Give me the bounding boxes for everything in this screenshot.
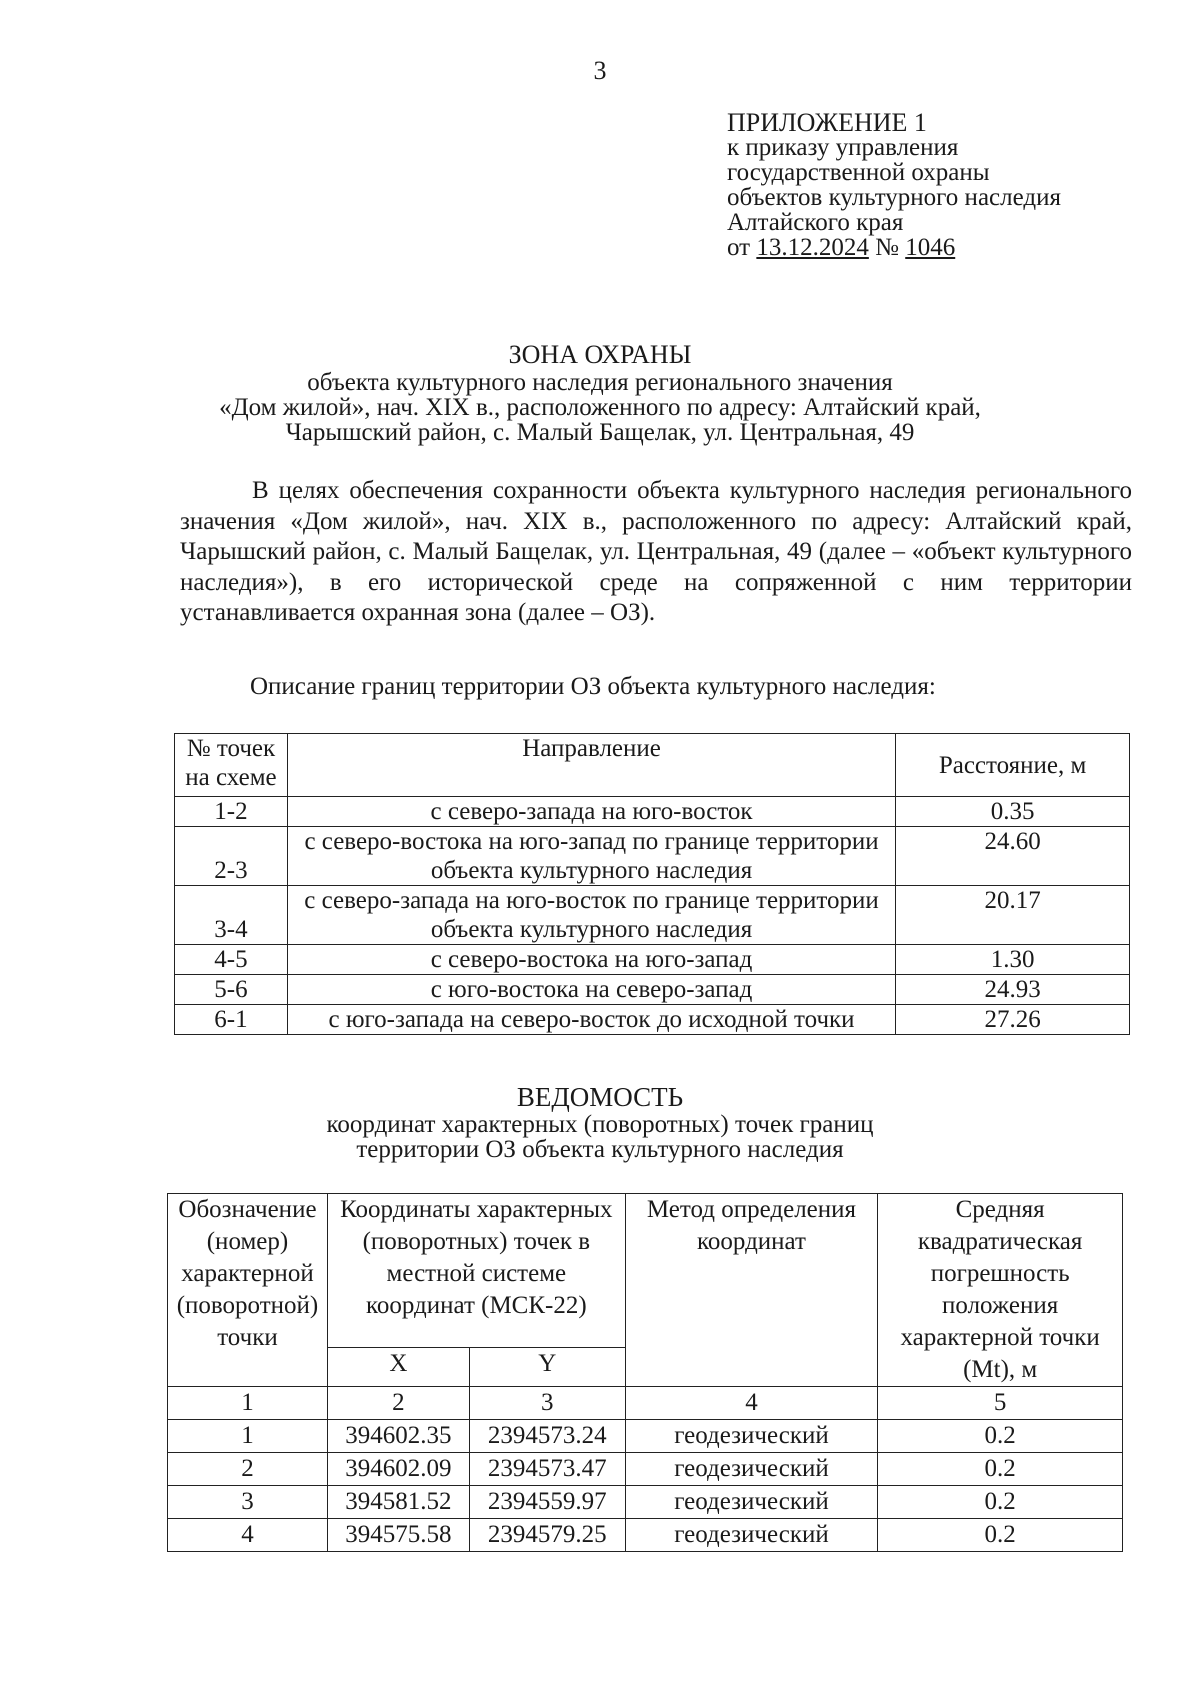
appendix-line: к приказу управления bbox=[727, 134, 959, 161]
table-row bbox=[175, 1005, 1130, 1035]
boundary-table bbox=[174, 733, 1130, 1035]
cell-point: 3 bbox=[168, 1486, 328, 1519]
cell-direction: с северо-востока на юго-запад по границе территории объекта культурного наследия bbox=[287, 827, 895, 886]
header-coordinates: Координаты характерных (поворотных) точек в местной системе координат (МСК-22) bbox=[327, 1194, 625, 1348]
cell-mt: 0.2 bbox=[878, 1453, 1123, 1486]
cell-direction: с юго-востока на северо-запад bbox=[287, 975, 895, 1005]
cell-points: 1-2 bbox=[175, 797, 288, 827]
cell-y: 2394573.47 bbox=[469, 1453, 625, 1486]
cell-method: геодезический bbox=[625, 1453, 878, 1486]
column-number: 2 bbox=[327, 1387, 469, 1420]
coordinates-table bbox=[167, 1193, 1123, 1552]
zone-title: ЗОНА ОХРАНЫ bbox=[508, 340, 692, 369]
order-number: 1046 bbox=[905, 234, 956, 261]
zone-subtitle-line: объекта культурного наследия регионального значения bbox=[307, 369, 893, 396]
cell-mt: 0.2 bbox=[878, 1486, 1123, 1519]
page-number: 3 bbox=[593, 56, 607, 85]
cell-method: геодезический bbox=[625, 1420, 878, 1453]
cell-point: 4 bbox=[168, 1519, 328, 1552]
cell-point: 1 bbox=[168, 1420, 328, 1453]
boundary-caption: Описание границ территории ОЗ объекта культурного наследия: bbox=[250, 673, 936, 700]
column-number-row bbox=[168, 1387, 1123, 1420]
header-y: Y bbox=[469, 1347, 625, 1386]
header-error: Средняя квадратическая погрешность положения характерной точки (Mt), м bbox=[878, 1194, 1123, 1387]
column-number: 5 bbox=[878, 1387, 1123, 1420]
cell-point: 2 bbox=[168, 1453, 328, 1486]
appendix-date-line bbox=[727, 235, 1061, 260]
intro-paragraph: В целях обеспечения сохранности объекта культурного наследия регионального значения «Дом жилой», нач. XIX в., расположенного по адресу: Алтайский край, Чарышский район, с. Малый Бащелак, ул. Центральная, 49 (далее – «объект культурного наследия»), в его исторической среде на сопряженной с ним территории устанавливается охранная зона (далее – ОЗ). bbox=[180, 477, 1132, 626]
cell-y: 2394559.97 bbox=[469, 1486, 625, 1519]
vedomost-subtitle-line: территории ОЗ объекта культурного наследия bbox=[356, 1136, 844, 1163]
appendix-line: Алтайского края bbox=[727, 209, 904, 236]
header-point-id: Обозначение (номер) характерной (поворотной) точки bbox=[168, 1194, 328, 1387]
vedomost-heading bbox=[0, 1082, 1200, 1162]
number-sign: № bbox=[875, 234, 899, 261]
table-row bbox=[175, 827, 1130, 886]
header-points: № точек на схеме bbox=[175, 734, 288, 797]
table-row bbox=[168, 1453, 1123, 1486]
cell-points: 4-5 bbox=[175, 945, 288, 975]
table-row bbox=[168, 1486, 1123, 1519]
zone-subtitle-line: «Дом жилой», нач. XIX в., расположенного по адресу: Алтайский край, bbox=[219, 394, 981, 421]
header-direction: Направление bbox=[287, 734, 895, 797]
header-method: Метод определения координат bbox=[625, 1194, 878, 1387]
cell-distance: 1.30 bbox=[896, 945, 1130, 975]
cell-x: 394575.58 bbox=[327, 1519, 469, 1552]
cell-points: 2-3 bbox=[175, 827, 288, 886]
cell-direction: с северо-запада на юго-восток по границе территории объекта культурного наследия bbox=[287, 886, 895, 945]
date-prefix: от bbox=[727, 234, 751, 261]
cell-distance: 24.93 bbox=[896, 975, 1130, 1005]
column-number: 4 bbox=[625, 1387, 878, 1420]
cell-y: 2394579.25 bbox=[469, 1519, 625, 1552]
cell-direction: с юго-запада на северо-восток до исходной точки bbox=[287, 1005, 895, 1035]
table-row bbox=[168, 1519, 1123, 1552]
appendix-block bbox=[727, 110, 1061, 260]
coords-header-row bbox=[168, 1194, 1123, 1348]
order-date: 13.12.2024 bbox=[756, 234, 869, 261]
header-distance: Расстояние, м bbox=[896, 734, 1130, 797]
cell-mt: 0.2 bbox=[878, 1519, 1123, 1552]
cell-x: 394602.09 bbox=[327, 1453, 469, 1486]
table-row bbox=[175, 975, 1130, 1005]
cell-x: 394581.52 bbox=[327, 1486, 469, 1519]
zone-heading bbox=[0, 340, 1200, 445]
appendix-line: государственной охраны bbox=[727, 159, 990, 186]
boundary-table-header bbox=[175, 734, 1130, 797]
column-number: 3 bbox=[469, 1387, 625, 1420]
appendix-line: объектов культурного наследия bbox=[727, 184, 1061, 211]
cell-distance: 27.26 bbox=[896, 1005, 1130, 1035]
cell-y: 2394573.24 bbox=[469, 1420, 625, 1453]
table-row bbox=[175, 945, 1130, 975]
cell-method: геодезический bbox=[625, 1519, 878, 1552]
cell-direction: с северо-востока на юго-запад bbox=[287, 945, 895, 975]
cell-mt: 0.2 bbox=[878, 1420, 1123, 1453]
table-row bbox=[175, 886, 1130, 945]
cell-distance: 24.60 bbox=[896, 827, 1130, 886]
cell-method: геодезический bbox=[625, 1486, 878, 1519]
cell-distance: 0.35 bbox=[896, 797, 1130, 827]
cell-direction: с северо-запада на юго-восток bbox=[287, 797, 895, 827]
appendix-title: ПРИЛОЖЕНИЕ 1 bbox=[727, 108, 927, 137]
cell-x: 394602.35 bbox=[327, 1420, 469, 1453]
table-row bbox=[168, 1420, 1123, 1453]
cell-distance: 20.17 bbox=[896, 886, 1130, 945]
vedomost-subtitle-line: координат характерных (поворотных) точек границ bbox=[326, 1111, 874, 1138]
table-row bbox=[175, 797, 1130, 827]
cell-points: 3-4 bbox=[175, 886, 288, 945]
cell-points: 6-1 bbox=[175, 1005, 288, 1035]
column-number: 1 bbox=[168, 1387, 328, 1420]
zone-subtitle-line: Чарышский район, с. Малый Бащелак, ул. Центральная, 49 bbox=[285, 419, 915, 446]
cell-points: 5-6 bbox=[175, 975, 288, 1005]
vedomost-title: ВЕДОМОСТЬ bbox=[516, 1082, 684, 1112]
header-x: X bbox=[327, 1347, 469, 1386]
